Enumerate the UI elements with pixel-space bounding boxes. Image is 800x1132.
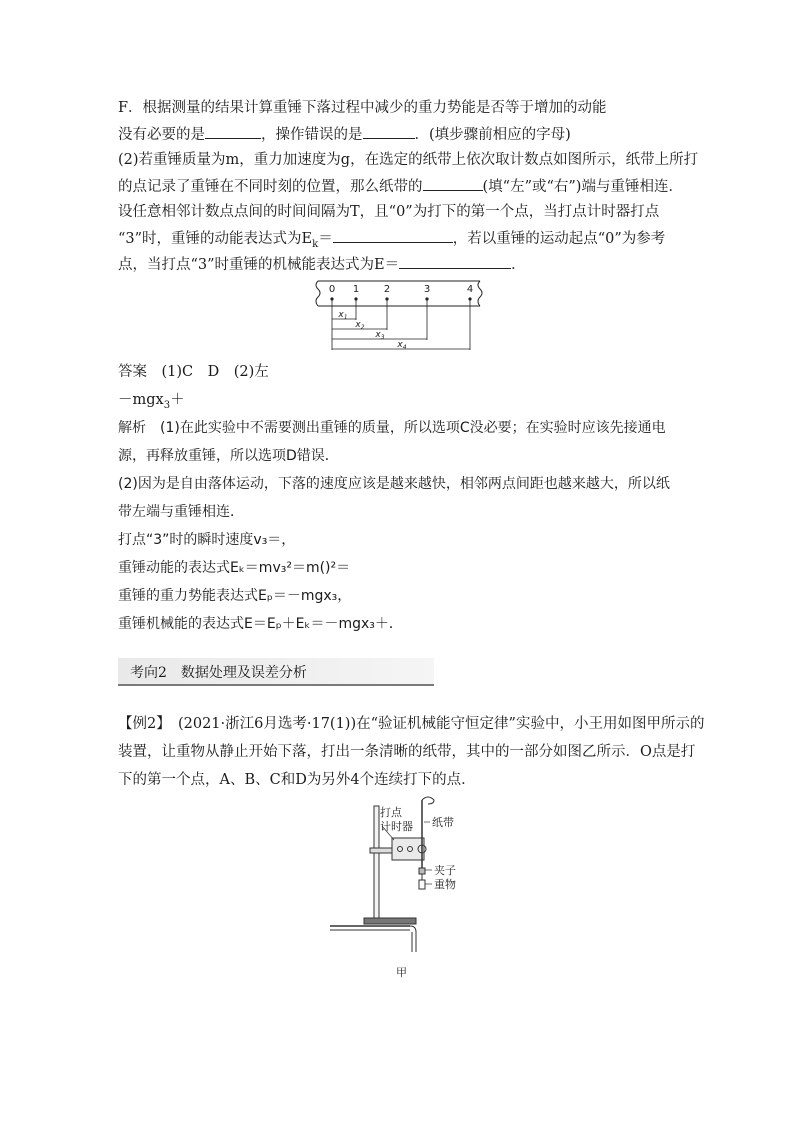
x3-label: $x_3$ [375, 330, 385, 341]
analysis-line1: 解析 (1)在此实验中不需要测出重锤的质量，所以选项C没必要；在实验时应该先接通电 [118, 420, 666, 436]
option-f: F．根据测量的结果计算重锤下落过程中减少的重力势能是否等于增加的动能 [118, 100, 607, 116]
label-weight: 重物 [434, 878, 456, 891]
analysis-line8: 重锤机械能的表达式E＝Eₚ＋Eₖ＝－mgx₃＋． [118, 616, 403, 632]
analysis-line2: 源，再释放重锤，所以选项D错误． [118, 448, 339, 464]
answer-blank [333, 228, 453, 243]
analysis-line5: 打点“3”时的瞬时速度v₃＝， [118, 532, 296, 548]
tape-label-3: 3 [423, 284, 431, 295]
answer-blank [205, 124, 261, 139]
label-clip: 夹子 [434, 864, 456, 877]
tape-points [330, 297, 471, 300]
q-text: 没有必要的是 [118, 127, 205, 143]
weight [419, 880, 425, 889]
tape-label-0: 0 [328, 284, 336, 295]
answer-line1: 答案 (1)C D (2)左 [118, 364, 269, 380]
analysis-line6: 重锤动能的表达式Eₖ＝mv₃²＝m()²＝ [118, 560, 351, 576]
paper-tape-figure [310, 278, 490, 354]
x1-label: $x_1$ [338, 310, 348, 321]
q-text: (填“左”或“右”)端与重锤相连． [482, 179, 683, 195]
q-text: ． [511, 257, 526, 273]
analysis-line7: 重锤的重力势能表达式Eₚ＝－mgx₃， [118, 588, 352, 604]
tape-outline [316, 281, 482, 306]
tape-label-2: 2 [383, 284, 391, 295]
answer-blank [399, 254, 511, 269]
question-part2-line3: 设任意相邻计数点点间的时间间隔为T，且“0”为打下的第一个点，当打点计时器打点 [118, 204, 660, 220]
a-text: －mgx [118, 392, 164, 408]
q-text: ，若以重锤的运动起点“0”为参考 [452, 231, 666, 247]
answer-line2 [118, 390, 185, 416]
label-timer-1: 打点 [380, 806, 402, 819]
question-part2-line4 [118, 228, 665, 255]
subscript: k [312, 238, 319, 250]
subscript: 3 [163, 399, 171, 411]
clip [419, 868, 425, 874]
label-tape: 纸带 [432, 816, 454, 829]
example-line1: 【例2】 (2021·浙江6月选考·17(1))在“验证机械能守恒定律”实验中，小王用如图甲所示的 [118, 716, 705, 732]
figure-caption: 甲 [396, 966, 407, 979]
analysis-line4: 带左端与重锤相连． [118, 504, 244, 520]
q-text: ，操作错误的是 [261, 127, 363, 143]
q-text: 点，当打点“3”时重锤的机械能表达式为E＝ [118, 257, 400, 273]
q-text: ．(填步骤前相应的字母) [414, 127, 571, 143]
x2-label: $x_2$ [355, 320, 365, 331]
question-part2-line5 [118, 254, 526, 275]
q-text: “3”时，重锤的动能表达式为E [118, 231, 313, 247]
a-text: ＋ [170, 392, 185, 408]
stand-rod [374, 806, 379, 922]
analysis-line3: (2)因为是自由落体运动，下落的速度应该是越来越快，相邻两点间距也越来越大，所以纸 [118, 476, 670, 492]
section-header [118, 658, 434, 686]
tape-label-1: 1 [352, 284, 360, 295]
answer-blank [423, 176, 483, 191]
x4-label: $x_4$ [397, 340, 407, 351]
question-part2-line2 [118, 176, 683, 197]
tape-label-4: 4 [466, 284, 474, 295]
example-line2: 装置，让重物从静止开始下落，打出一条清晰的纸带，其中的一部分如图乙所示．O点是打 [118, 744, 696, 760]
question-line-2 [118, 124, 571, 145]
section-title: 考向2 数据处理及误差分析 [130, 665, 307, 681]
table [330, 926, 416, 952]
stand-base [364, 918, 416, 924]
tape-roller [422, 797, 434, 804]
label-timer-2: 计时器 [380, 820, 413, 833]
q-text: ＝ [318, 231, 333, 247]
apparatus-figure [330, 792, 490, 987]
example-line3: 下的第一个点，A、B、C和D为另外4个连续打下的点． [118, 772, 476, 788]
answer-blank [363, 124, 415, 139]
q-text: 的点记录了重锤在不同时刻的位置，那么纸带的 [118, 179, 423, 195]
question-part2-line1: (2)若重锤质量为m，重力加速度为g，在选定的纸带上依次取计数点如图所示，纸带上所打 [118, 152, 699, 168]
